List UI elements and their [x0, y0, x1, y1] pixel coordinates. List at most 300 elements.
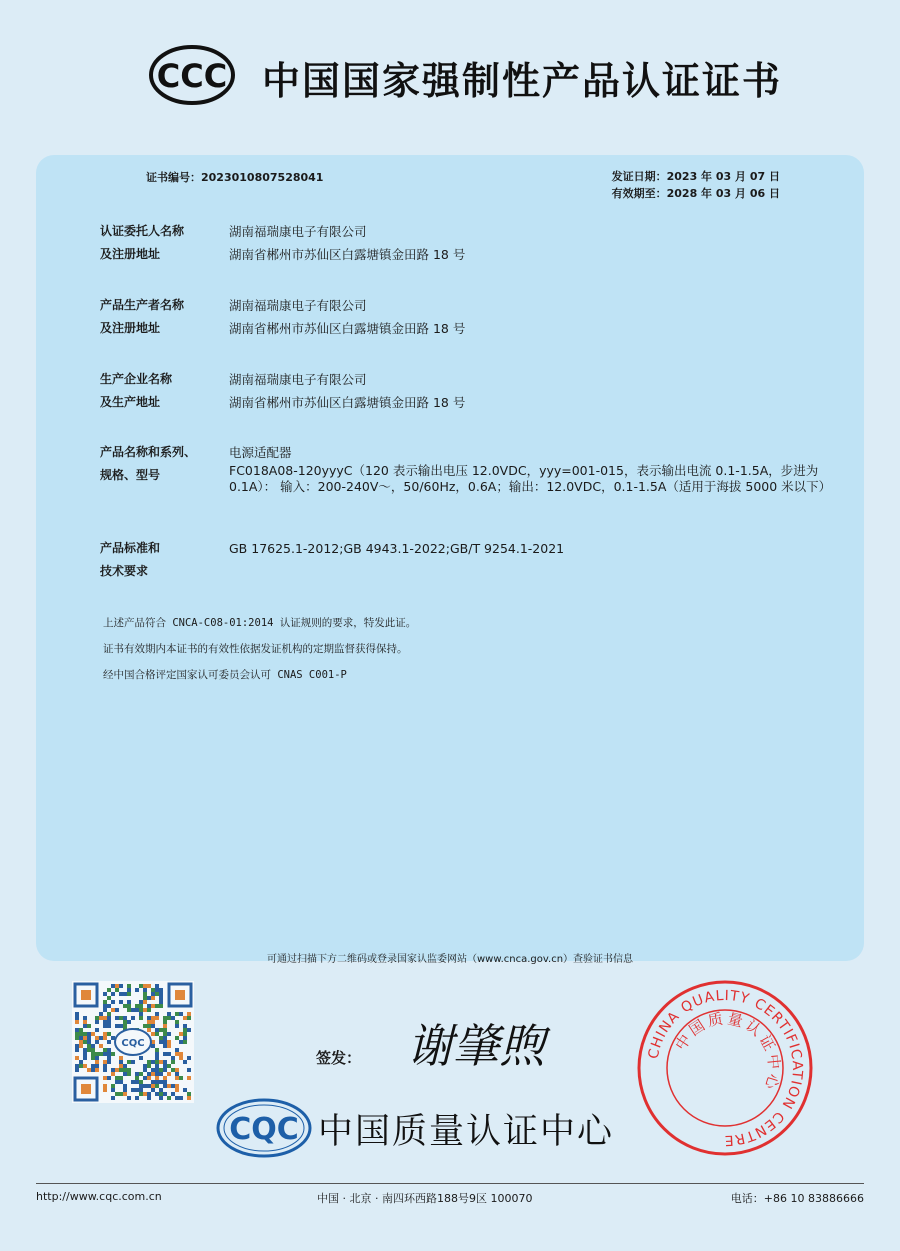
- qr-module: [75, 1068, 79, 1072]
- applicant-name: 湖南福瑞康电子有限公司: [229, 224, 367, 239]
- applicant-address: 湖南省郴州市苏仙区白露塘镇金田路 18 号: [229, 247, 466, 262]
- qr-module: [79, 1036, 83, 1040]
- qr-module: [75, 1064, 79, 1068]
- applicant-label: [100, 220, 184, 266]
- qr-module: [159, 1036, 163, 1040]
- qr-module: [159, 1096, 163, 1100]
- qr-module: [87, 1032, 91, 1036]
- qr-module: [123, 992, 127, 996]
- footer-address: 中国 · 北京 · 南四环西路188号9区 100070: [317, 1192, 533, 1205]
- qr-module: [103, 1020, 107, 1024]
- qr-module: [151, 1024, 155, 1028]
- qr-module: [91, 1056, 95, 1060]
- qr-module: [95, 1052, 99, 1056]
- qr-module: [175, 1052, 179, 1056]
- qr-module: [135, 988, 139, 992]
- qr-module: [179, 1040, 183, 1044]
- qr-module: [151, 1068, 155, 1072]
- qr-module: [147, 1008, 151, 1012]
- qr-module: [111, 1072, 115, 1076]
- qr-module: [103, 1048, 107, 1052]
- qr-module: [95, 1040, 99, 1044]
- qr-module: [123, 1072, 127, 1076]
- qr-module: [147, 1024, 151, 1028]
- qr-module: [79, 1064, 83, 1068]
- qr-module: [83, 1020, 87, 1024]
- qr-module: [107, 1012, 111, 1016]
- qr-module: [115, 988, 119, 992]
- qr-module: [111, 1000, 115, 1004]
- qr-module: [103, 1064, 107, 1068]
- qr-module: [103, 1076, 107, 1080]
- qr-module: [103, 1052, 107, 1056]
- qr-module: [135, 1080, 139, 1084]
- seal-inner-text: 中国质量认证中心: [671, 1009, 784, 1095]
- qr-module: [123, 1020, 127, 1024]
- qr-module: [167, 1072, 171, 1076]
- qr-module: [155, 992, 159, 996]
- qr-module: [95, 1028, 99, 1032]
- qr-module: [163, 1028, 167, 1032]
- qr-module: [135, 1008, 139, 1012]
- qr-module: [183, 1088, 187, 1092]
- qr-module: [151, 988, 155, 992]
- qr-module: [111, 992, 115, 996]
- qr-module: [107, 988, 111, 992]
- product-label: [100, 441, 196, 487]
- certificate-number: [146, 169, 323, 185]
- qr-module: [171, 1060, 175, 1064]
- qr-module: [151, 992, 155, 996]
- qr-module: [183, 1028, 187, 1032]
- qr-module: [127, 1004, 131, 1008]
- qr-module: [87, 1048, 91, 1052]
- qr-module: [143, 1000, 147, 1004]
- qr-module: [155, 1004, 159, 1008]
- qr-module: [139, 1092, 143, 1096]
- qr-module: [135, 1004, 139, 1008]
- qr-module: [83, 1040, 87, 1044]
- qr-module: [159, 1092, 163, 1096]
- qr-module: [115, 1016, 119, 1020]
- qr-module: [103, 1000, 107, 1004]
- qr-module: [95, 1068, 99, 1072]
- qr-module: [111, 1084, 115, 1088]
- qr-module: [171, 1068, 175, 1072]
- qr-module: [131, 1016, 135, 1020]
- qr-module: [155, 1072, 159, 1076]
- qr-module: [171, 1092, 175, 1096]
- qr-module: [115, 1008, 119, 1012]
- qr-module: [175, 1096, 179, 1100]
- qr-module: [183, 1036, 187, 1040]
- qr-module: [127, 1068, 131, 1072]
- qr-module: [123, 1024, 127, 1028]
- qr-module: [159, 1088, 163, 1092]
- qr-module: [167, 1096, 171, 1100]
- qr-module: [119, 992, 123, 996]
- qr-module: [127, 1072, 131, 1076]
- qr-module: [127, 1060, 131, 1064]
- expiry-date: 2028 年 03 月 06 日: [666, 187, 780, 200]
- qr-module: [147, 1072, 151, 1076]
- qr-module: [155, 1064, 159, 1068]
- qr-module: [183, 1032, 187, 1036]
- qr-module: [147, 996, 151, 1000]
- qr-module: [159, 988, 163, 992]
- product-label-line2: 规格、型号: [100, 468, 161, 482]
- qr-module: [99, 1052, 103, 1056]
- qr-module: [75, 1028, 79, 1032]
- qr-module: [115, 1024, 119, 1028]
- qr-module: [143, 984, 147, 988]
- qr-module: [103, 1068, 107, 1072]
- qr-module: [115, 1092, 119, 1096]
- qr-module: [175, 1084, 179, 1088]
- qr-module: [111, 1088, 115, 1092]
- qr-module: [139, 1088, 143, 1092]
- qr-module: [163, 1068, 167, 1072]
- qr-module: [111, 1052, 115, 1056]
- qr-module: [135, 1096, 139, 1100]
- qr-module: [103, 1016, 107, 1020]
- issuer-name: 中国质量认证中心: [318, 1112, 615, 1152]
- qr-module: [127, 992, 131, 996]
- qr-module: [187, 1028, 191, 1032]
- qr-module: [151, 1032, 155, 1036]
- qr-module: [103, 1088, 107, 1092]
- qr-module: [119, 1016, 123, 1020]
- qr-module: [171, 1016, 175, 1020]
- qr-module: [83, 1056, 87, 1060]
- qr-module: [143, 1068, 147, 1072]
- qr-module: [183, 1024, 187, 1028]
- certificate-title: 中国国家强制性产品认证证书: [262, 59, 783, 103]
- qr-module: [159, 1072, 163, 1076]
- qr-module: [167, 1084, 171, 1088]
- qr-module: [107, 1052, 111, 1056]
- qr-module: [179, 1012, 183, 1016]
- qr-module: [163, 1036, 167, 1040]
- qr-module: [103, 1060, 107, 1064]
- qr-module: [175, 1024, 179, 1028]
- qr-module: [103, 1024, 107, 1028]
- qr-module: [163, 1076, 167, 1080]
- qr-module: [183, 1040, 187, 1044]
- qr-module: [155, 1016, 159, 1020]
- qr-module: [163, 1024, 167, 1028]
- issue-date: 2023 年 03 月 07 日: [666, 170, 780, 183]
- qr-module: [159, 1060, 163, 1064]
- qr-module: [163, 1044, 167, 1048]
- qr-module: [167, 1016, 171, 1020]
- qr-module: [183, 1060, 187, 1064]
- qr-module: [187, 1096, 191, 1100]
- qr-module: [139, 1056, 143, 1060]
- qr-module: [175, 1068, 179, 1072]
- qr-module: [151, 996, 155, 1000]
- product-spec: FC018A08-120yyyC（120 表示输出电压 12.0VDC，yyy=001-015，表示输出电流 0.1-1.5A，步进为 0.1A）： 输入：200-240V～，50/60Hz，0.6A；输出：12.0VDC，0.1-1.5A（适用于海拔 5000 米以下）: [229, 463, 832, 494]
- qr-module: [111, 1008, 115, 1012]
- qr-module: [187, 1016, 191, 1020]
- qr-module: [163, 1064, 167, 1068]
- qr-module: [159, 1028, 163, 1032]
- qr-module: [107, 1016, 111, 1020]
- qr-module: [131, 1060, 135, 1064]
- cqc-logo-text: CQC: [229, 1112, 299, 1147]
- qr-module: [139, 1004, 143, 1008]
- qr-module: [103, 992, 107, 996]
- qr-module: [95, 1036, 99, 1040]
- qr-module: [155, 1056, 159, 1060]
- qr-module: [179, 1056, 183, 1060]
- qr-module: [147, 984, 151, 988]
- applicant-label-line2: 及注册地址: [100, 247, 161, 261]
- qr-module: [99, 1044, 103, 1048]
- qr-module: [139, 1016, 143, 1020]
- manufacturer-label-line2: 及注册地址: [100, 321, 161, 335]
- qr-module: [107, 1056, 111, 1060]
- product-label-line1: 产品名称和系列、: [100, 445, 197, 459]
- qr-module: [127, 984, 131, 988]
- qr-module: [147, 1004, 151, 1008]
- product-name: 电源适配器: [229, 445, 292, 460]
- qr-module: [115, 984, 119, 988]
- qr-module: [163, 1032, 167, 1036]
- qr-module: [163, 1052, 167, 1056]
- qr-module: [119, 1000, 123, 1004]
- standard-label-line1: 产品标准和: [100, 541, 161, 555]
- applicant-value: [229, 220, 465, 266]
- qr-module: [107, 1024, 111, 1028]
- cqc-logo: [215, 1097, 313, 1159]
- qr-module: [159, 1068, 163, 1072]
- footer-phone: 电话：+86 10 83886666: [730, 1192, 864, 1205]
- qr-logo-text: CQC: [121, 1038, 145, 1049]
- qr-module: [187, 1076, 191, 1080]
- note-line-2: 证书有效期内本证书的有效性依据发证机构的定期监督获得保持。: [103, 643, 408, 655]
- qr-module: [83, 1052, 87, 1056]
- qr-module: [83, 1016, 87, 1020]
- qr-module: [79, 1040, 83, 1044]
- qr-module: [179, 1096, 183, 1100]
- qr-module: [183, 1016, 187, 1020]
- qr-module: [167, 1052, 171, 1056]
- qr-module: [99, 1012, 103, 1016]
- qr-module: [107, 1048, 111, 1052]
- qr-module: [147, 1064, 151, 1068]
- qr-module: [95, 1016, 99, 1020]
- ccc-logo: [148, 44, 236, 106]
- signature-label: 签发：: [316, 1049, 362, 1067]
- applicant-label-line1: 认证委托人名称: [100, 224, 185, 238]
- qr-module: [147, 1060, 151, 1064]
- qr-module: [155, 1028, 159, 1032]
- standard-label-line2: 技术要求: [100, 564, 149, 578]
- qr-module: [155, 1084, 159, 1088]
- qr-module: [151, 1072, 155, 1076]
- qr-module: [155, 1012, 159, 1016]
- qr-module: [143, 1008, 147, 1012]
- note-line-1: 上述产品符合 CNCA-C08-01:2014 认证规则的要求，特发此证。: [103, 617, 417, 629]
- qr-module: [163, 1020, 167, 1024]
- footer-divider: [36, 1183, 864, 1184]
- qr-module: [87, 1040, 91, 1044]
- qr-module: [103, 1036, 107, 1040]
- qr-module: [123, 1092, 127, 1096]
- qr-module: [163, 1080, 167, 1084]
- qr-module: [115, 1080, 119, 1084]
- qr-module: [87, 1024, 91, 1028]
- certificate-notes: [103, 610, 416, 688]
- qr-module: [75, 1016, 79, 1020]
- qr-module: [87, 1068, 91, 1072]
- qr-module: [79, 1032, 83, 1036]
- qr-module: [107, 996, 111, 1000]
- qr-module: [75, 1032, 79, 1036]
- qr-module: [127, 1020, 131, 1024]
- qr-module: [107, 1076, 111, 1080]
- official-seal: [636, 979, 814, 1157]
- qr-module: [95, 1020, 99, 1024]
- qr-module: [143, 1076, 147, 1080]
- qr-module: [163, 1016, 167, 1020]
- qr-module: [135, 1076, 139, 1080]
- qr-module: [179, 1032, 183, 1036]
- ccc-logo-text: CCC: [156, 57, 228, 95]
- qr-module: [155, 1048, 159, 1052]
- standard-label: [100, 537, 160, 583]
- manufacturer-name: 湖南福瑞康电子有限公司: [229, 298, 367, 313]
- certificate-number-label: 证书编号：: [146, 171, 201, 184]
- qr-module: [107, 1032, 111, 1036]
- qr-module: [155, 1068, 159, 1072]
- qr-module: [87, 1036, 91, 1040]
- qr-module: [83, 1064, 87, 1068]
- verify-instructions: 可通过扫描下方二维码或登录国家认监委网站（www.cnca.gov.cn）查验证书信息: [266, 954, 634, 965]
- product-value: [229, 442, 839, 495]
- qr-module: [167, 1032, 171, 1036]
- qr-module: [135, 1088, 139, 1092]
- certificate-dates: [612, 168, 780, 202]
- qr-module: [151, 1020, 155, 1024]
- qr-module: [175, 1088, 179, 1092]
- qr-module: [171, 1084, 175, 1088]
- qr-module: [91, 1052, 95, 1056]
- qr-module: [147, 1096, 151, 1100]
- qr-module: [143, 1024, 147, 1028]
- qr-module: [107, 1020, 111, 1024]
- qr-module: [171, 1056, 175, 1060]
- qr-module: [123, 1004, 127, 1008]
- qr-module: [111, 984, 115, 988]
- qr-module: [99, 1036, 103, 1040]
- qr-module: [119, 1068, 123, 1072]
- qr-module: [143, 1084, 147, 1088]
- qr-module: [187, 1092, 191, 1096]
- footer-website[interactable]: http://www.cqc.com.cn: [36, 1190, 162, 1203]
- qr-module: [91, 1048, 95, 1052]
- qr-module: [155, 1076, 159, 1080]
- qr-module: [95, 1056, 99, 1060]
- qr-module: [167, 1012, 171, 1016]
- qr-module: [179, 1052, 183, 1056]
- qr-module: [91, 1064, 95, 1068]
- issue-date-label: 发证日期：: [611, 170, 667, 183]
- qr-module: [155, 1080, 159, 1084]
- qr-module: [119, 1064, 123, 1068]
- qr-module: [187, 1012, 191, 1016]
- signature-name: 谢肇煦: [407, 1019, 545, 1073]
- qr-module: [155, 1052, 159, 1056]
- qr-module: [123, 1068, 127, 1072]
- qr-module: [95, 1060, 99, 1064]
- qr-module: [75, 1036, 79, 1040]
- qr-module: [123, 1016, 127, 1020]
- qr-module: [127, 1008, 131, 1012]
- qr-module: [75, 1012, 79, 1016]
- qr-module: [159, 1000, 163, 1004]
- manufacturer-value: [229, 294, 465, 340]
- qr-module: [119, 1076, 123, 1080]
- qr-module: [91, 1032, 95, 1036]
- certificate-number-value: 2023010807528041: [201, 171, 324, 184]
- qr-module: [143, 996, 147, 1000]
- qr-module: [75, 1020, 79, 1024]
- qr-module: [155, 1060, 159, 1064]
- qr-module: [99, 1016, 103, 1020]
- qr-module: [139, 1000, 143, 1004]
- qr-module: [159, 1080, 163, 1084]
- qr-module: [107, 1004, 111, 1008]
- manufacturer-label: [100, 294, 184, 340]
- qr-module: [155, 984, 159, 988]
- qr-module: [155, 1092, 159, 1096]
- qr-module: [151, 1084, 155, 1088]
- qr-module: [139, 1072, 143, 1076]
- qr-module: [139, 1012, 143, 1016]
- qr-module: [123, 1064, 127, 1068]
- qr-code[interactable]: [72, 981, 194, 1103]
- qr-module: [151, 1004, 155, 1008]
- qr-module: [175, 1036, 179, 1040]
- qr-module: [151, 1088, 155, 1092]
- qr-module: [119, 1056, 123, 1060]
- qr-module: [163, 1084, 167, 1088]
- qr-module: [143, 988, 147, 992]
- qr-module: [147, 1076, 151, 1080]
- qr-module: [119, 984, 123, 988]
- qr-module: [175, 1076, 179, 1080]
- expiry-date-label: 有效期至：: [611, 187, 667, 200]
- qr-module: [155, 1032, 159, 1036]
- qr-module: [179, 1076, 183, 1080]
- qr-module: [115, 1076, 119, 1080]
- handwritten-signature: [386, 1010, 566, 1080]
- qr-module: [167, 1044, 171, 1048]
- qr-module: [163, 1092, 167, 1096]
- qr-module: [147, 1020, 151, 1024]
- qr-module: [83, 1024, 87, 1028]
- qr-module: [143, 1064, 147, 1068]
- standard-value: GB 17625.1-2012;GB 4943.1-2022;GB/T 9254.1-2021: [229, 541, 565, 556]
- manufacturer-label-line1: 产品生产者名称: [100, 298, 185, 312]
- qr-module: [111, 1096, 115, 1100]
- qr-module: [151, 1016, 155, 1020]
- qr-module: [103, 1084, 107, 1088]
- qr-module: [175, 1048, 179, 1052]
- qr-module: [127, 988, 131, 992]
